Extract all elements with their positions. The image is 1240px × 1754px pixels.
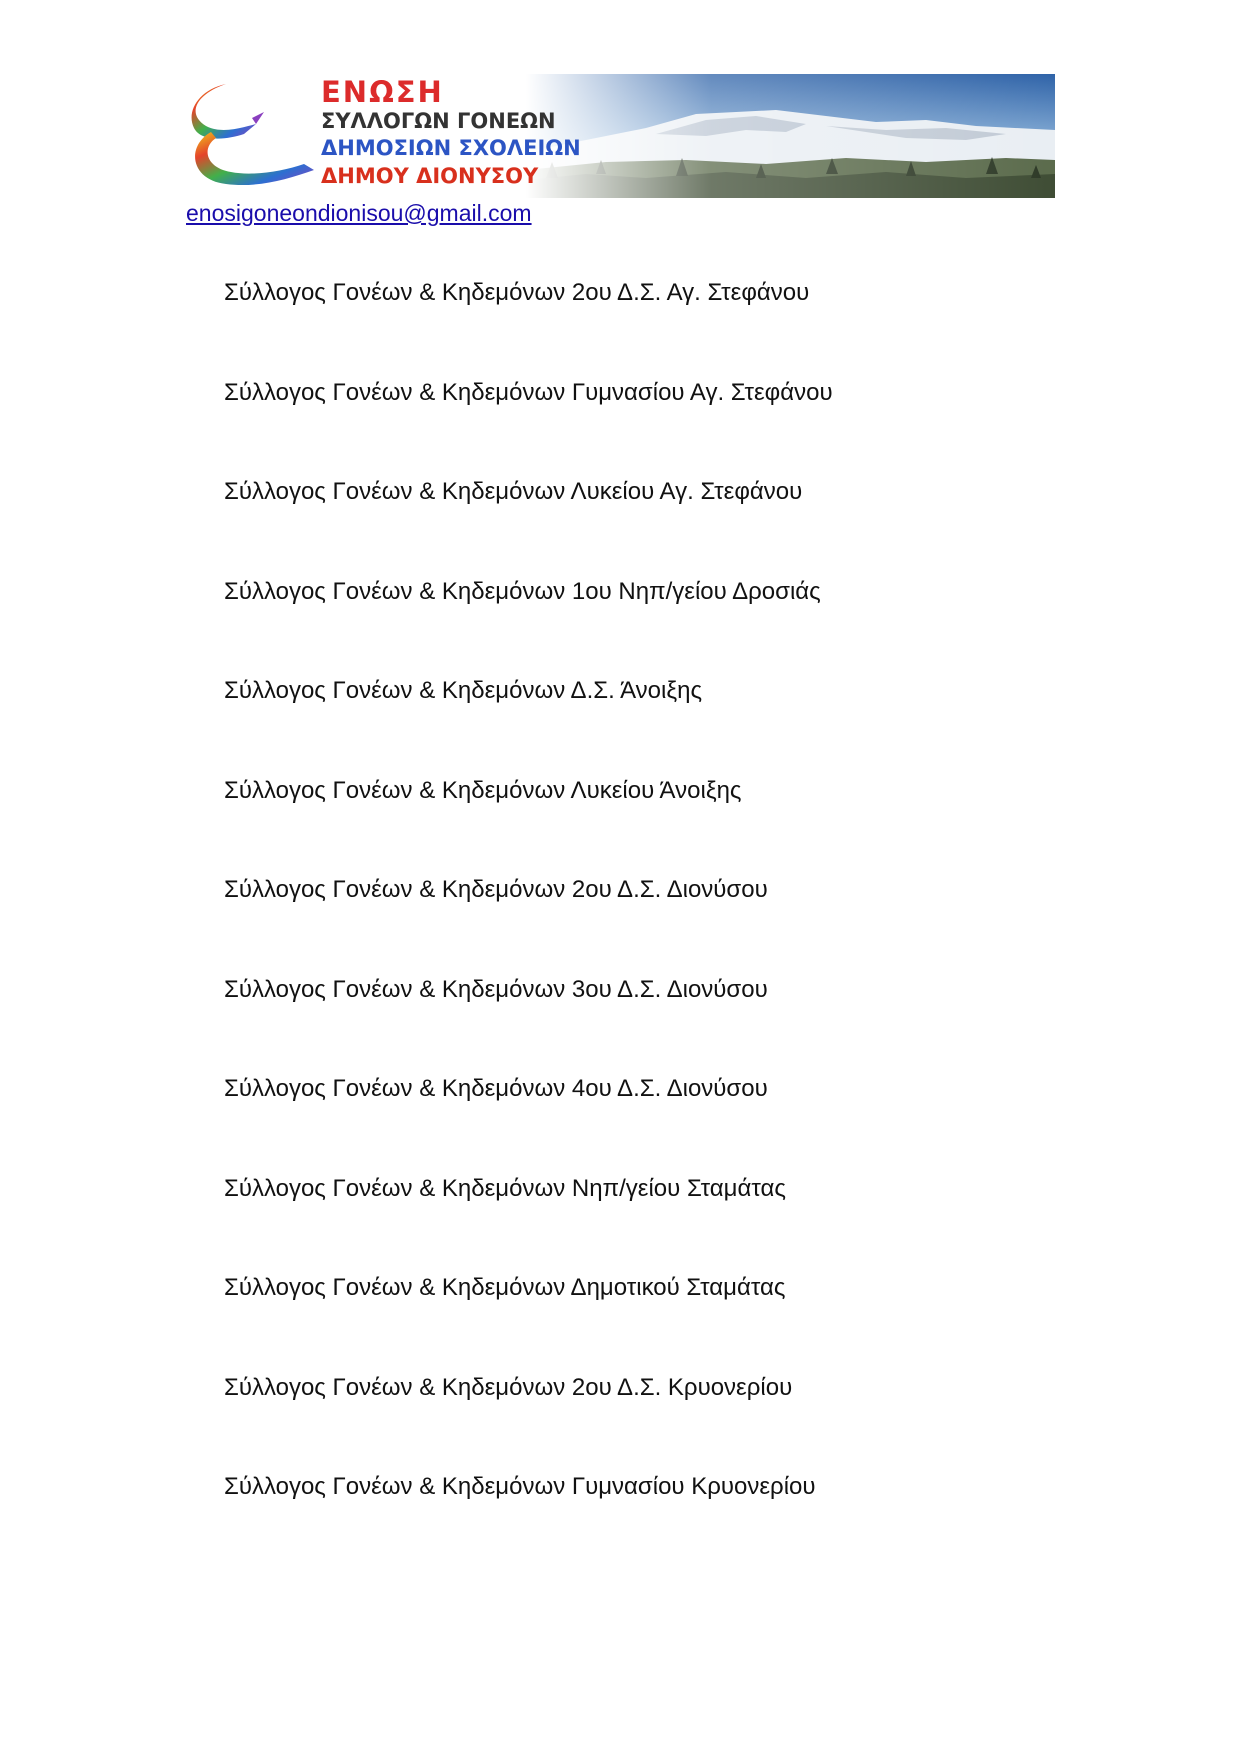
organization-title bbox=[321, 74, 621, 198]
list-item: Σύλλογος Γονέων & Κηδεμόνων Γυμνασίου Κρυονερίου bbox=[224, 1473, 816, 1500]
list-item: Σύλλογος Γονέων & Κηδεμόνων Δ.Σ. Άνοιξης bbox=[224, 677, 703, 704]
title-line-parents: ΣΥΛΛΟΓΩΝ ΓΟΝΕΩΝ bbox=[321, 109, 556, 133]
association-list bbox=[224, 278, 833, 1572]
list-item: Σύλλογος Γονέων & Κηδεμόνων 2ου Δ.Σ. Αγ. Στεφάνου bbox=[224, 279, 810, 306]
list-item: Σύλλογος Γονέων & Κηδεμόνων 4ου Δ.Σ. Διονύσου bbox=[224, 1075, 768, 1102]
list-item: Σύλλογος Γονέων & Κηδεμόνων Λυκείου Άνοιξης bbox=[224, 776, 742, 804]
list-item: Σύλλογος Γονέων & Κηδεμόνων 1ου Νηπ/γείου Δροσιάς bbox=[224, 577, 821, 605]
list-item: Σύλλογος Γονέων & Κηδεμόνων 3ου Δ.Σ. Διονύσου bbox=[224, 975, 768, 1003]
list-item: Σύλλογος Γονέων & Κηδεμόνων Δημοτικού Σταμάτας bbox=[224, 1274, 786, 1301]
letterhead-banner bbox=[186, 74, 1055, 198]
list-item: Σύλλογος Γονέων & Κηδεμόνων Νηπ/γείου Σταμάτας bbox=[224, 1174, 786, 1202]
email-link[interactable]: enosigoneondionisou@gmail.com bbox=[186, 200, 532, 226]
rainbow-swoosh-logo-icon bbox=[186, 84, 321, 189]
title-org-name: ΕΝΩΣΗ bbox=[321, 75, 444, 109]
title-line-schools: ΔΗΜΟΣΙΩΝ ΣΧΟΛΕΙΩΝ bbox=[321, 136, 581, 160]
list-item: Σύλλογος Γονέων & Κηδεμόνων 2ου Δ.Σ. Διονύσου bbox=[224, 876, 768, 903]
list-item: Σύλλογος Γονέων & Κηδεμόνων Λυκείου Αγ. Στεφάνου bbox=[224, 478, 803, 505]
list-item: Σύλλογος Γονέων & Κηδεμόνων 2ου Δ.Σ. Κρυονερίου bbox=[224, 1373, 793, 1401]
list-item: Σύλλογος Γονέων & Κηδεμόνων Γυμνασίου Αγ. Στεφάνου bbox=[224, 378, 833, 406]
title-line-municipality: ΔΗΜΟΥ ΔΙΟΝΥΣΟΥ bbox=[321, 164, 539, 188]
